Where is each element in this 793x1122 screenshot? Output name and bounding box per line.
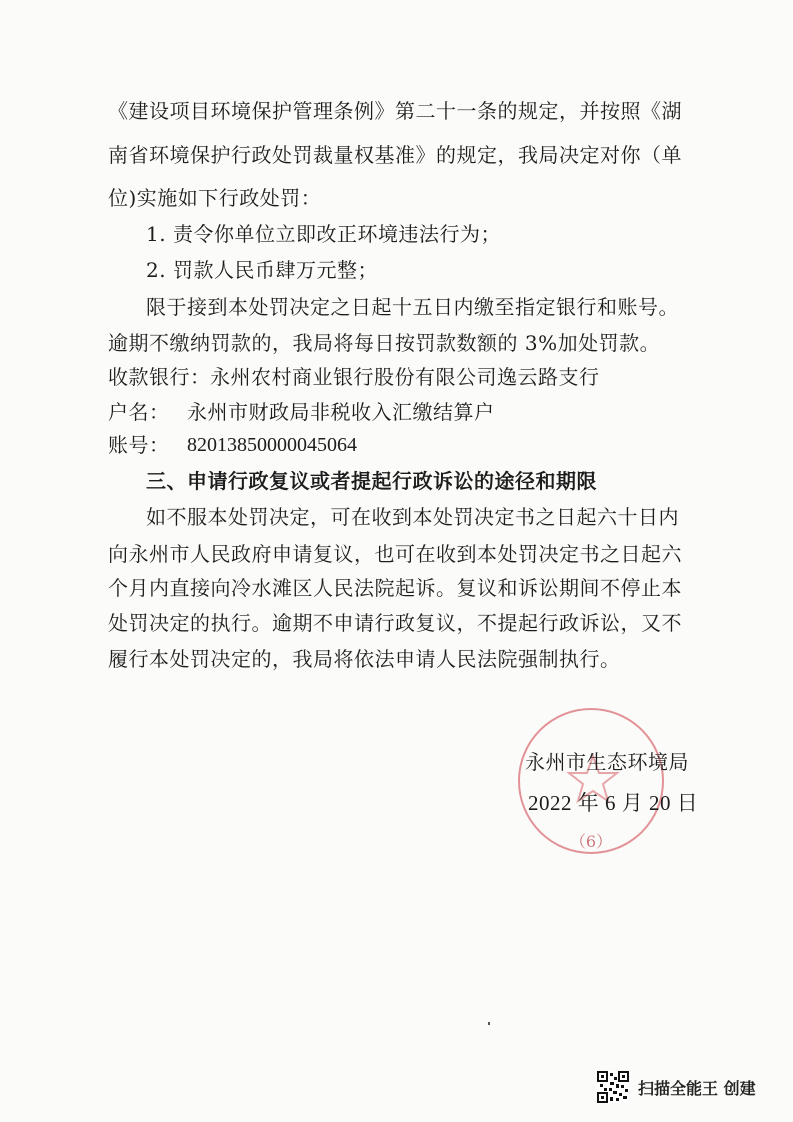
appeal-line-1: 如不服本处罚决定，可在收到本处罚决定书之日起六十日内 — [146, 505, 679, 529]
late-fee-text: 逾期不缴纳罚款的，我局将每日按罚款数额的 3%加处罚款。 — [108, 331, 661, 355]
section-3-heading: 三、申请行政复议或者提起行政诉讼的途径和期限 — [146, 469, 597, 493]
scan-speck — [488, 1022, 490, 1025]
bank-label: 收款银行： — [108, 365, 211, 389]
body-line-2: 南省环境保护行政处罚裁量权基准》的规定，我局决定对你（单 — [108, 143, 682, 167]
bank-value: 永州农村商业银行股份有限公司逸云路支行 — [210, 365, 600, 389]
payment-deadline-text: 限于接到本处罚决定之日起十五日内缴至指定银行和账号。 — [146, 295, 679, 319]
appeal-line-2: 向永州市人民政府申请复议，也可在收到本处罚决定书之日起六 — [108, 542, 682, 566]
penalty-item-1: 1. 责令你单位立即改正环境违法行为； — [146, 222, 501, 246]
appeal-line-5: 履行本处罚决定的，我局将依法申请人民法院强制执行。 — [108, 647, 621, 671]
body-line-3: 位)实施如下行政处罚： — [108, 186, 322, 210]
account-name-value: 永州市财政局非税收入汇缴结算户 — [187, 400, 495, 424]
seal-number: （6） — [569, 832, 613, 851]
account-name-label: 户名： — [108, 400, 170, 424]
issuing-organization: 永州市生态环境局 — [525, 750, 689, 774]
appeal-line-4: 处罚决定的执行。逾期不申请行政复议，不提起行政诉讼，又不 — [108, 611, 682, 635]
scanner-app-label: 扫描全能王 创建 — [638, 1079, 756, 1098]
issue-date: 2022 年 6 月 20 日 — [528, 791, 699, 815]
penalty-item-2: 2. 罚款人民币肆万元整； — [146, 258, 378, 282]
qr-code-icon — [597, 1071, 629, 1103]
account-number-value: 82013850000045064 — [187, 434, 357, 456]
body-line-1: 《建设项目环境保护管理条例》第二十一条的规定，并按照《湖 — [108, 99, 682, 123]
appeal-line-3: 个月内直接向冷水滩区人民法院起诉。复议和诉讼期间不停止本 — [108, 576, 682, 600]
account-number-label: 账号： — [108, 433, 170, 457]
